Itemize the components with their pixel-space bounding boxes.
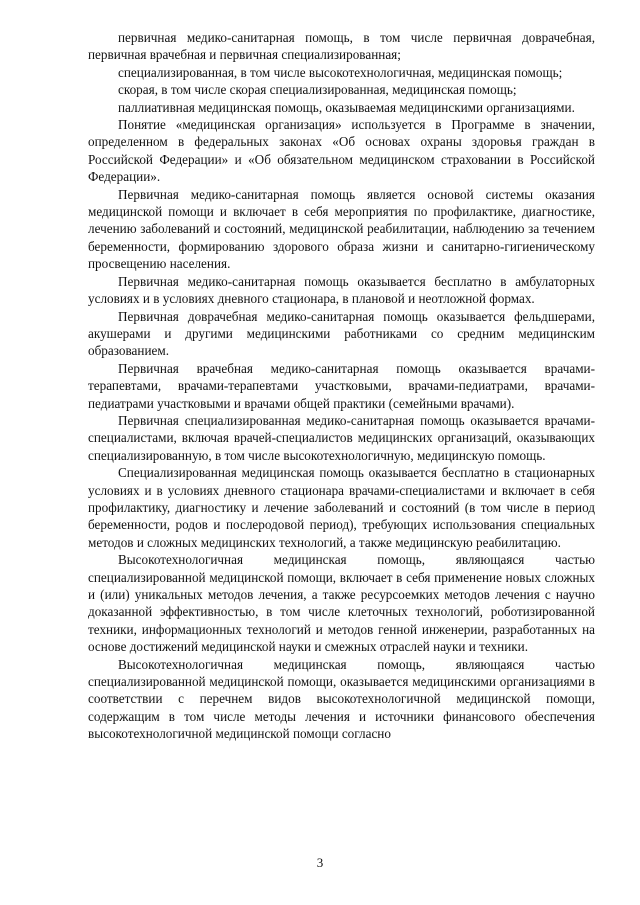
paragraph: Понятие «медицинская организация» используется в Программе в значении, определенном в федеральных законах «Об основах охраны здоровья граждан в Российской Федерации» и «Об обязательном медицинском страховании в Российской Федерации». [88,117,595,185]
paragraph: скорая, в том числе скорая специализированная, медицинская помощь; [118,82,517,98]
paragraph: паллиативная медицинская помощь, оказываемая медицинскими организациями. [118,99,575,115]
paragraph: Первичная медико-санитарная помощь является основой системы оказания медицинской помощи и включает в себя мероприятия по профилактике, диагностике, лечению заболеваний и состояний, медицинской реабилитации, наблюдению за течением беременности, формированию здорового образа жизни и санитарно-гигиеническому просвещению населения. [88,186,595,272]
document-body [88,29,595,743]
paragraph: Первичная специализированная медико-санитарная помощь оказывается врачами-специалистами, включая врачей-специалистов медицинских организаций, оказывающих специализированную, в том числе высокотехнологичную, медицинскую помощь. [88,412,595,463]
paragraph: Специализированная медицинская помощь оказывается бесплатно в стационарных условиях и в условиях дневного стационара врачами-специалистами и включает в себя профилактику, диагностику и лечение заболеваний и состояний (в том числе в период беременности, родов и послеродовой период), требующих использования специальных методов и сложных медицинских технологий, а также медицинскую реабилитацию. [88,465,595,550]
paragraph: Высокотехнологичная медицинская помощь, являющаяся частью специализированной медицинской помощи, включает в себя применение новых сложных и (или) уникальных методов лечения, а также ресурсоемких методов лечения с научно доказанной эффективностью, в том числе клеточных технологий, роботизированной техники, информационных технологий и методов генной инженерии, разработанных на основе достижений медицинской науки и смежных отраслей науки и техники. [88,552,595,655]
page-number: 3 [316,855,324,870]
paragraph: специализированная, в том числе высокотехнологичная, медицинская помощь; [118,64,563,80]
paragraph: Первичная врачебная медико-санитарная помощь оказывается врачами-терапевтами, врачами-терапевтами участковыми, врачами-педиатрами, врачами-педиатрами участковыми и врачами общей практики (семейными врачами). [88,360,595,411]
paragraph: Первичная медико-санитарная помощь оказывается бесплатно в амбулаторных условиях и в условиях дневного стационара, в плановой и неотложной формах. [88,273,595,307]
paragraph: Первичная доврачебная медико-санитарная помощь оказывается фельдшерами, акушерами и другими медицинскими работниками со средним медицинским образованием. [88,308,595,359]
paragraph: Высокотехнологичная медицинская помощь, являющаяся частью специализированной медицинской помощи, оказывается медицинскими организациями в соответствии с перечнем видов высокотехнологичной медицинской помощи, содержащим в том числе методы лечения и источники финансового обеспечения высокотехнологичной медицинской помощи согласно [88,656,595,742]
paragraph: первичная медико-санитарная помощь, в том числе первичная доврачебная, первичная врачебная и первичная специализированная; [88,30,595,63]
